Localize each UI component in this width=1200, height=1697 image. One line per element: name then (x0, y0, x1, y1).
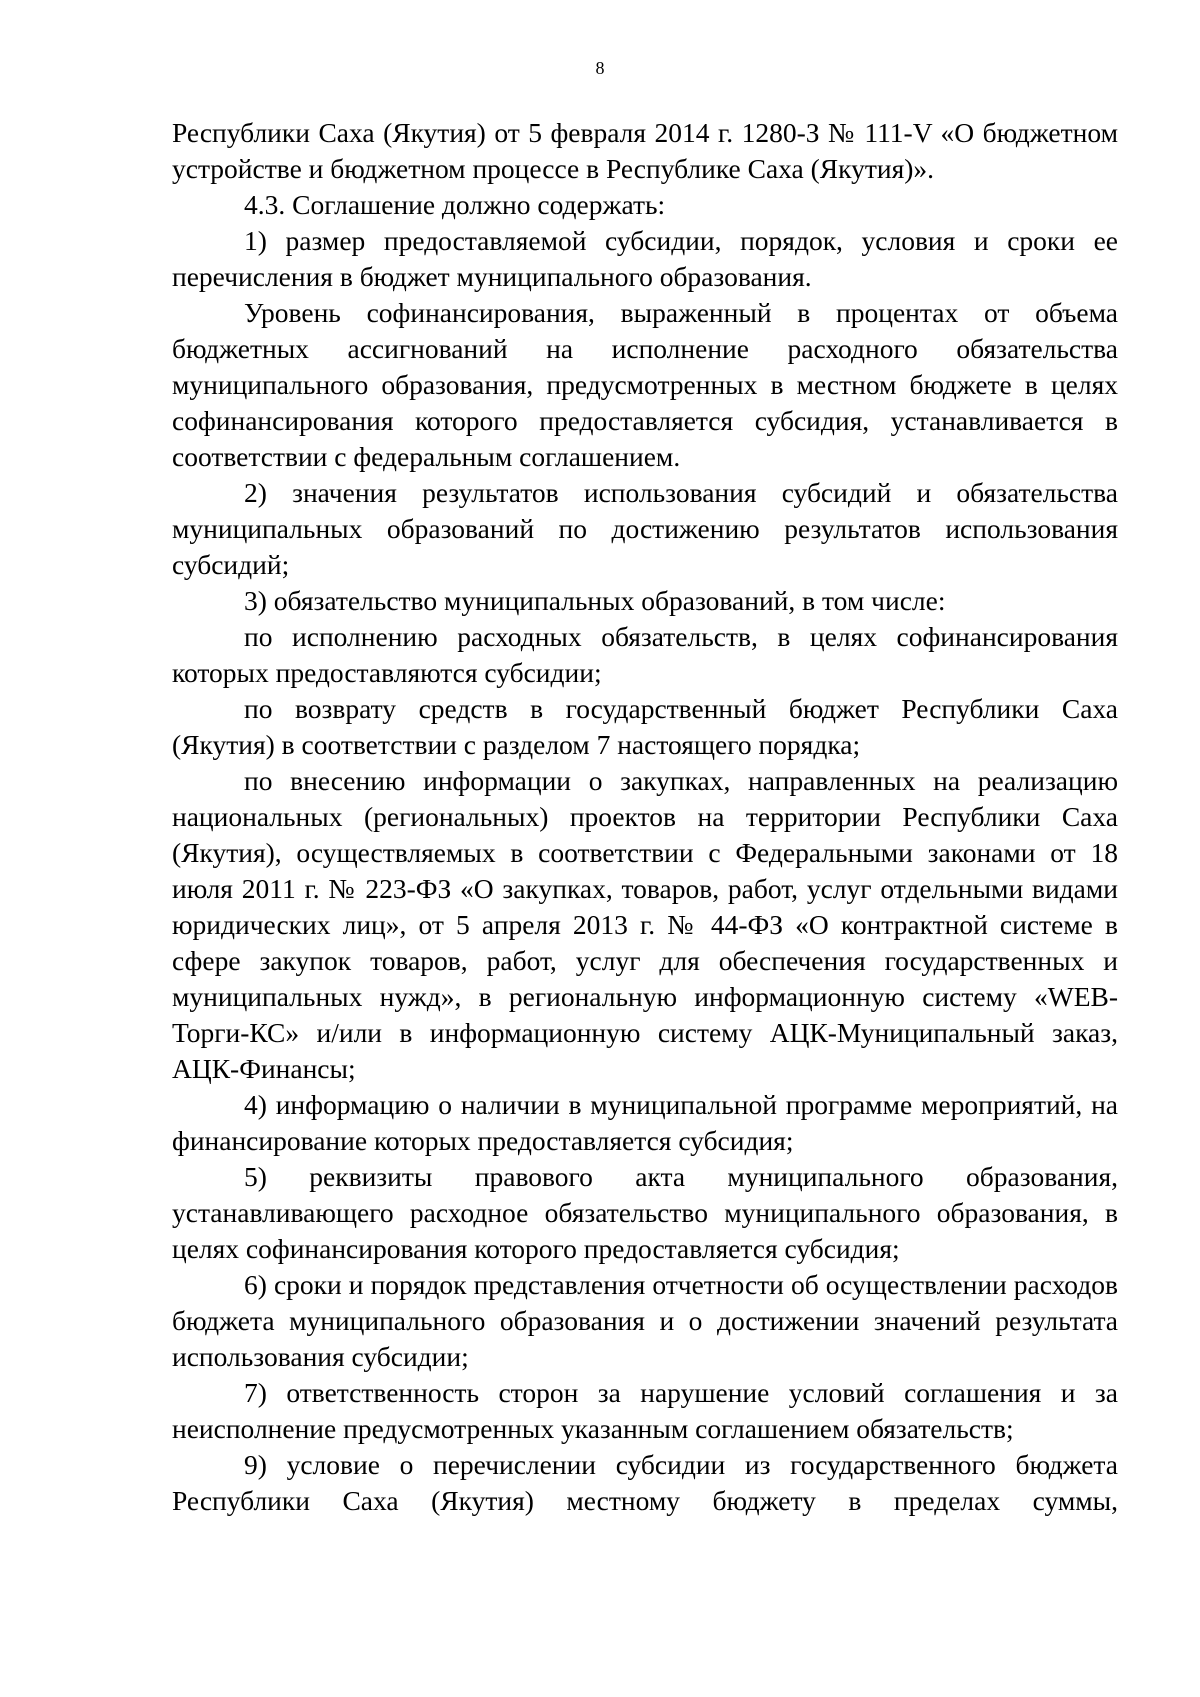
paragraph-item-6: 6) сроки и порядок представления отчетности об осуществлении расходов бюджета муниципального образования и о достижении значений результата использования субсидии; (172, 1269, 1118, 1372)
paragraph-item-3-expenses: по исполнению расходных обязательств, в целях софинансирования которых предоставляются субсидии; (172, 621, 1118, 688)
paragraph-item-1: 1) размер предоставляемой субсидии, порядок, условия и сроки ее перечисления в бюджет муниципального образования. (172, 225, 1118, 292)
paragraph-item-4: 4) информацию о наличии в муниципальной программе мероприятий, на финансирование которых предоставляется субсидия; (172, 1089, 1118, 1156)
paragraph-item-7: 7) ответственность сторон за нарушение условий соглашения и за неисполнение предусмотренных указанным соглашением обязательств; (172, 1377, 1118, 1444)
paragraph-item-3-refund: по возврату средств в государственный бюджет Республики Саха (Якутия) в соответствии с разделом 7 настоящего порядка; (172, 693, 1118, 760)
paragraph-4-3-heading: 4.3. Соглашение должно содержать: (244, 189, 666, 220)
paragraph-law-reference: Республики Саха (Якутия) от 5 февраля 2014 г. 1280-З № 111-V «О бюджетном устройстве и бюджетном процессе в Республике Саха (Якутия)». (172, 117, 1118, 184)
paragraph-item-2: 2) значения результатов использования субсидий и обязательства муниципальных образований по достижению результатов использования субсидий; (172, 477, 1118, 580)
paragraph-item-5: 5) реквизиты правового акта муниципального образования, устанавливающего расходное обязательство муниципального образования, в целях софинансирования которого предоставляется субсидия; (172, 1161, 1118, 1264)
paragraph-item-3: 3) обязательство муниципальных образований, в том числе: (244, 585, 946, 616)
paragraph-cofinancing-level: Уровень софинансирования, выраженный в процентах от объема бюджетных ассигнований на исполнение расходного обязательства муниципального образования, предусмотренных в местном бюджете в целях софинансирования которого предоставляется субсидия, устанавливается в соответствии с федеральным соглашением. (172, 297, 1118, 472)
paragraph-item-3-procurement: по внесению информации о закупках, направленных на реализацию национальных (региональных) проектов на территории Республики Саха (Якутия), осуществляемых в соответствии с Федеральными законами от 18 июля 2011 г. № 223-ФЗ «О закупках, товаров, работ, услуг отдельными видами юридических лиц», от 5 апреля 2013 г. № 44-ФЗ «О контрактной системе в сфере закупок товаров, работ, услуг для обеспечения государственных и муниципальных нужд», в региональную информационную систему «WEB-Торги-КС» и/или в информационную систему АЦК-Муниципальный заказ, АЦК-Финансы; (172, 765, 1118, 1084)
page-number: 8 (595, 58, 605, 78)
paragraph-item-9: 9) условие о перечислении субсидии из государственного бюджета Республики Саха (Якутия) местному бюджету в пределах суммы, (172, 1449, 1118, 1516)
document-body (172, 115, 1118, 1519)
